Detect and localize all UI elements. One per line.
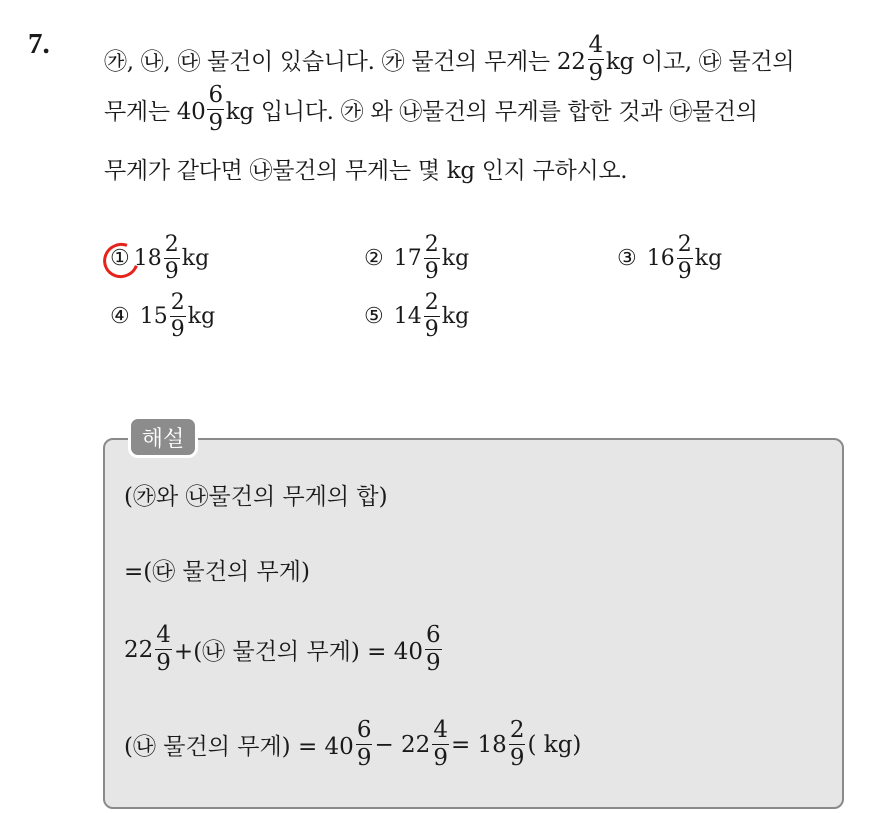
choice-unit: kg <box>181 246 210 271</box>
question-text: kg 이고, ㉰ 물건의 <box>605 49 795 75</box>
numerator: 2 <box>424 290 439 315</box>
question-number: 7. <box>28 28 50 60</box>
choice-whole: 16 <box>646 246 675 271</box>
numerator: 4 <box>588 32 603 58</box>
choice-mark: ② <box>364 246 384 271</box>
fraction <box>677 234 693 283</box>
choice-5[interactable] <box>364 292 469 341</box>
choice-mark: ① <box>110 246 130 271</box>
denominator: 9 <box>156 650 171 676</box>
denominator: 9 <box>424 259 439 284</box>
fraction <box>356 719 373 770</box>
solution-text: = 18 <box>450 731 507 758</box>
denominator: 9 <box>588 60 603 86</box>
numerator: 2 <box>509 717 525 743</box>
numerator: 4 <box>156 622 171 648</box>
fraction <box>509 719 526 770</box>
fraction <box>588 34 604 85</box>
choice-unit: kg <box>441 246 470 271</box>
fraction <box>207 84 223 135</box>
fraction <box>155 624 172 675</box>
denominator: 9 <box>164 259 179 284</box>
choice-2[interactable] <box>364 234 469 283</box>
denominator: 9 <box>677 259 692 284</box>
numerator: 2 <box>164 232 179 257</box>
solution-line-3 <box>124 624 444 675</box>
fraction <box>425 624 442 675</box>
choice-mark: ⑤ <box>364 304 384 329</box>
choice-mark: ④ <box>110 304 130 329</box>
choice-4[interactable] <box>110 292 215 341</box>
fraction <box>164 234 180 283</box>
solution-text: − 22 <box>374 731 431 758</box>
denominator: 9 <box>433 745 448 771</box>
solution-text: +(㉯ 물건의 무게) = 40 <box>173 639 424 665</box>
solution-line-1: (㉮와 ㉯물건의 무게의 합) <box>124 484 388 510</box>
choice-unit: kg <box>187 304 216 329</box>
solution-unit: ( kg) <box>527 731 582 758</box>
fraction <box>424 234 440 283</box>
numerator: 6 <box>356 717 372 743</box>
solution-text: 22 <box>124 636 154 663</box>
numerator: 6 <box>208 82 223 108</box>
question-line-3: 무게가 같다면 ㉯물건의 무게는 몇 kg 인지 구하시오. <box>104 158 628 184</box>
denominator: 9 <box>509 745 525 771</box>
question-line-2 <box>104 84 758 135</box>
numerator: 2 <box>170 290 185 315</box>
numerator: 6 <box>426 622 441 648</box>
choice-mark: ③ <box>617 246 637 271</box>
fraction <box>170 292 186 341</box>
numerator: 4 <box>433 717 448 743</box>
numerator: 2 <box>424 232 439 257</box>
choice-unit: kg <box>441 304 470 329</box>
solution-line-4 <box>124 719 581 770</box>
numerator: 2 <box>677 232 692 257</box>
solution-line-2: =(㉰ 물건의 무게) <box>124 559 310 585</box>
denominator: 9 <box>208 110 223 136</box>
question-text: 무게는 40 <box>104 99 206 125</box>
choice-whole: 14 <box>393 304 422 329</box>
denominator: 9 <box>356 745 372 771</box>
choice-whole: 17 <box>393 246 422 271</box>
denominator: 9 <box>170 317 185 342</box>
denominator: 9 <box>426 650 441 676</box>
solution-label: 해설 <box>128 416 198 458</box>
fraction <box>424 292 440 341</box>
denominator: 9 <box>424 317 439 342</box>
question-line-1 <box>104 34 794 85</box>
solution-text: (㉯ 물건의 무게) = 40 <box>124 734 354 760</box>
choice-whole: 15 <box>139 304 168 329</box>
question-text: ㉮, ㉯, ㉰ 물건이 있습니다. ㉮ 물건의 무게는 22 <box>104 49 586 75</box>
fraction <box>432 719 449 770</box>
choice-whole: 18 <box>133 246 162 271</box>
choice-unit: kg <box>694 246 723 271</box>
question-text: kg 입니다. ㉮ 와 ㉯물건의 무게를 합한 것과 ㉰물건의 <box>225 99 758 125</box>
choice-3[interactable] <box>617 234 722 283</box>
